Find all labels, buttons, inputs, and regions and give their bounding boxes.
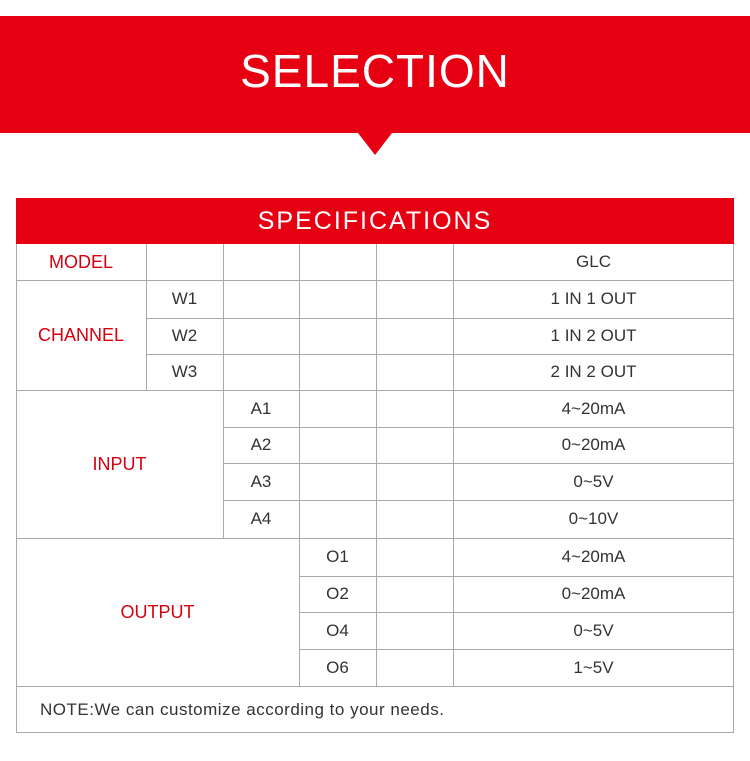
banner-arrow-icon <box>358 133 392 155</box>
grid-line <box>146 244 147 280</box>
channel-value: 1 IN 2 OUT <box>550 326 637 345</box>
model-value: GLC <box>576 252 611 271</box>
channel-label: CHANNEL <box>37 324 125 345</box>
specifications-table <box>16 198 734 733</box>
grid-line <box>299 244 300 280</box>
output-value: 4~20mA <box>561 547 626 566</box>
input-value: 0~5V <box>573 471 614 491</box>
grid-line <box>16 732 734 733</box>
grid-line <box>16 686 734 687</box>
channel-value: 1 IN 1 OUT <box>550 289 637 308</box>
grid-line <box>376 280 377 390</box>
output-value: 1~5V <box>573 657 614 677</box>
channel-code: W3 <box>171 362 198 381</box>
input-value: 4~20mA <box>561 398 626 418</box>
grid-line <box>299 280 300 390</box>
grid-line <box>376 538 377 686</box>
page-title: SELECTION <box>240 45 510 97</box>
input-value: 0~20mA <box>561 435 626 454</box>
input-code: A2 <box>250 435 272 454</box>
grid-line <box>223 244 224 280</box>
input-value: 0~10V <box>568 509 619 528</box>
input-label: INPUT <box>92 453 147 474</box>
output-value: 0~20mA <box>561 584 626 603</box>
output-code: O6 <box>326 657 349 677</box>
output-code: O1 <box>326 547 349 566</box>
grid-line <box>376 390 377 538</box>
output-code: O2 <box>326 584 349 603</box>
output-code: O4 <box>326 620 349 640</box>
channel-value: 2 IN 2 OUT <box>550 362 637 381</box>
note-text: NOTE:We can customize according to your needs. <box>40 700 445 719</box>
grid-line <box>299 390 300 538</box>
input-code: A1 <box>250 398 272 418</box>
channel-code: W1 <box>171 289 198 308</box>
input-code: A3 <box>250 471 272 491</box>
table-header: SPECIFICATIONS <box>16 198 734 244</box>
grid-line <box>376 244 377 280</box>
output-label: OUTPUT <box>120 601 195 622</box>
input-code: A4 <box>250 509 272 528</box>
model-label: MODEL <box>48 251 113 272</box>
output-value: 0~5V <box>573 620 614 640</box>
grid-line <box>223 280 224 390</box>
channel-code: W2 <box>171 326 198 345</box>
selection-banner <box>0 16 750 133</box>
